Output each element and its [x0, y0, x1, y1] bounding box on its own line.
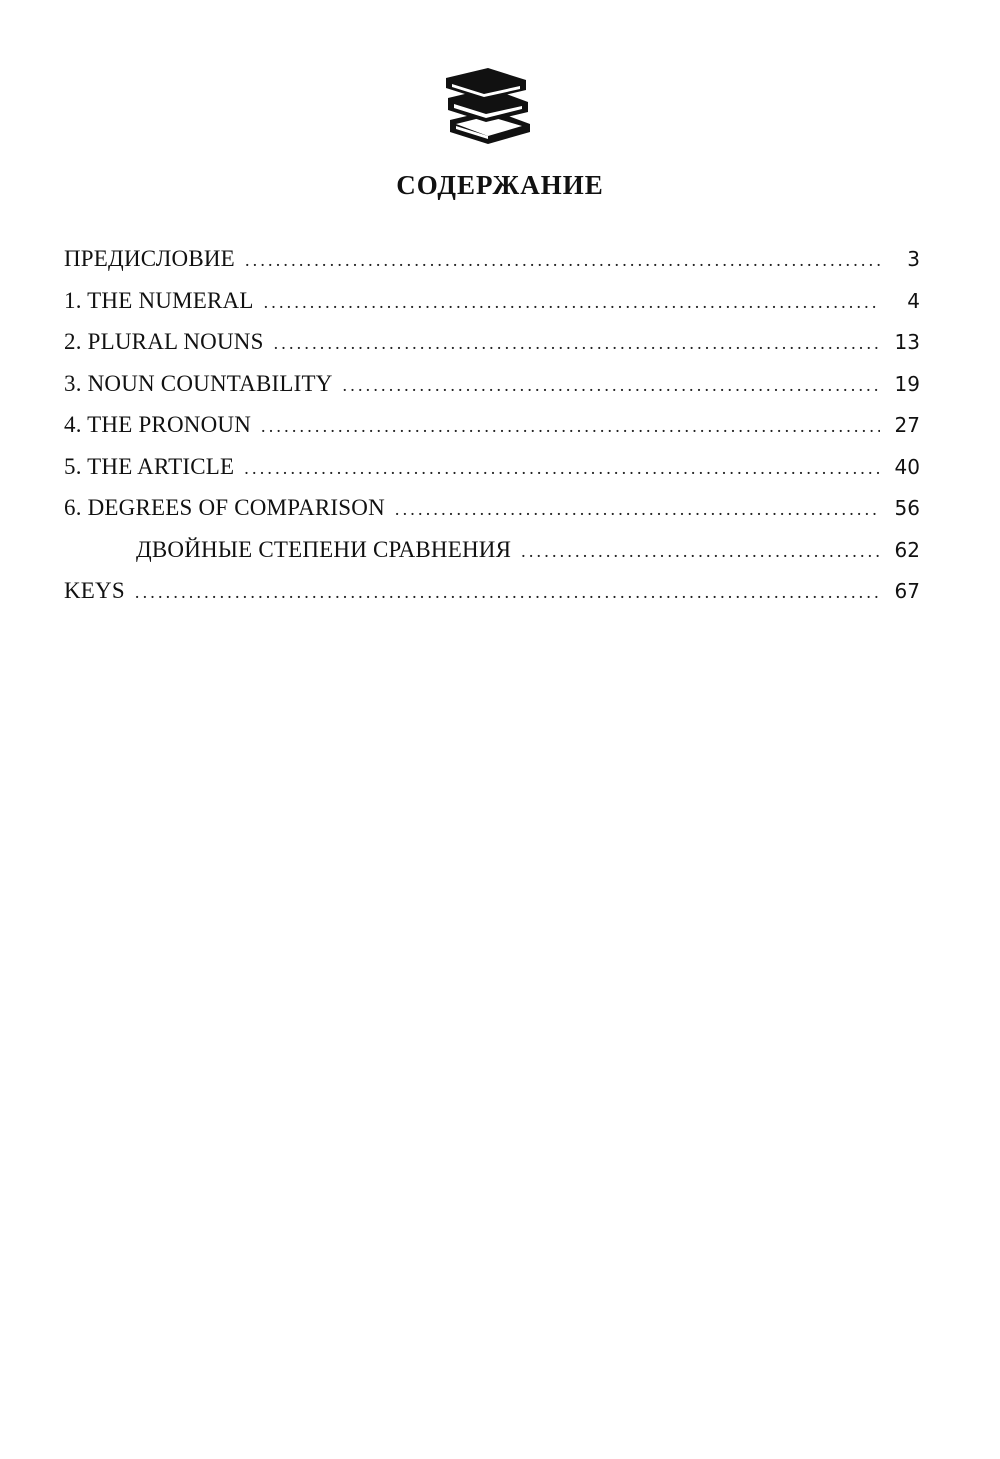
toc-entry[interactable] — [64, 412, 920, 454]
toc-entry-label: 6. DEGREES OF COMPARISON — [64, 495, 385, 520]
toc-entry-page-number: 19 — [894, 371, 920, 396]
toc-entry[interactable] — [64, 454, 920, 496]
page-title: СОДЕРЖАНИЕ — [396, 170, 604, 200]
toc-leader-dots — [244, 458, 880, 479]
toc-entry[interactable] — [64, 578, 920, 620]
toc-entry[interactable] — [64, 246, 920, 288]
toc-leader-dots — [274, 333, 880, 354]
toc-entry-label: 1. THE NUMERAL — [64, 287, 254, 313]
toc-leader-dots — [261, 416, 880, 437]
toc-entry-label: ДВОЙНЫЕ СТЕПЕНИ СРАВНЕНИЯ — [136, 536, 512, 562]
toc-entry-label: KEYS — [64, 578, 125, 603]
toc-entry-page-number: 27 — [894, 413, 920, 437]
toc-entry-page-number: 3 — [907, 247, 920, 271]
toc-entry-page-number: 13 — [894, 330, 920, 354]
toc-entry[interactable] — [64, 288, 920, 330]
toc-leader-dots — [264, 292, 880, 313]
toc-entry-label: ПРЕДИСЛОВИЕ — [64, 246, 235, 271]
toc-leader-dots — [343, 375, 880, 396]
books-stack-icon — [442, 66, 534, 148]
toc-entry-page-number: 40 — [894, 454, 920, 479]
toc-entry-label: 4. THE PRONOUN — [64, 412, 252, 437]
toc-entry-label: 3. NOUN COUNTABILITY — [64, 370, 333, 396]
toc-entry-page-number: 56 — [894, 496, 920, 520]
toc-entry-page-number: 62 — [894, 537, 920, 562]
toc-entry[interactable] — [64, 329, 920, 371]
toc-leader-dots — [521, 541, 880, 562]
toc-entry-label: 2. PLURAL NOUNS — [64, 329, 264, 354]
toc-entry[interactable] — [64, 371, 920, 413]
toc-entry[interactable] — [64, 495, 920, 537]
toc-entry[interactable] — [64, 537, 920, 579]
toc-entry-page-number: 4 — [907, 288, 920, 313]
toc-entry-label: 5. THE ARTICLE — [64, 453, 235, 479]
toc-leader-dots — [395, 499, 880, 520]
toc-leader-dots — [135, 582, 880, 603]
toc-entry-page-number: 67 — [894, 579, 920, 603]
table-of-contents — [64, 246, 920, 620]
toc-leader-dots — [245, 250, 880, 271]
